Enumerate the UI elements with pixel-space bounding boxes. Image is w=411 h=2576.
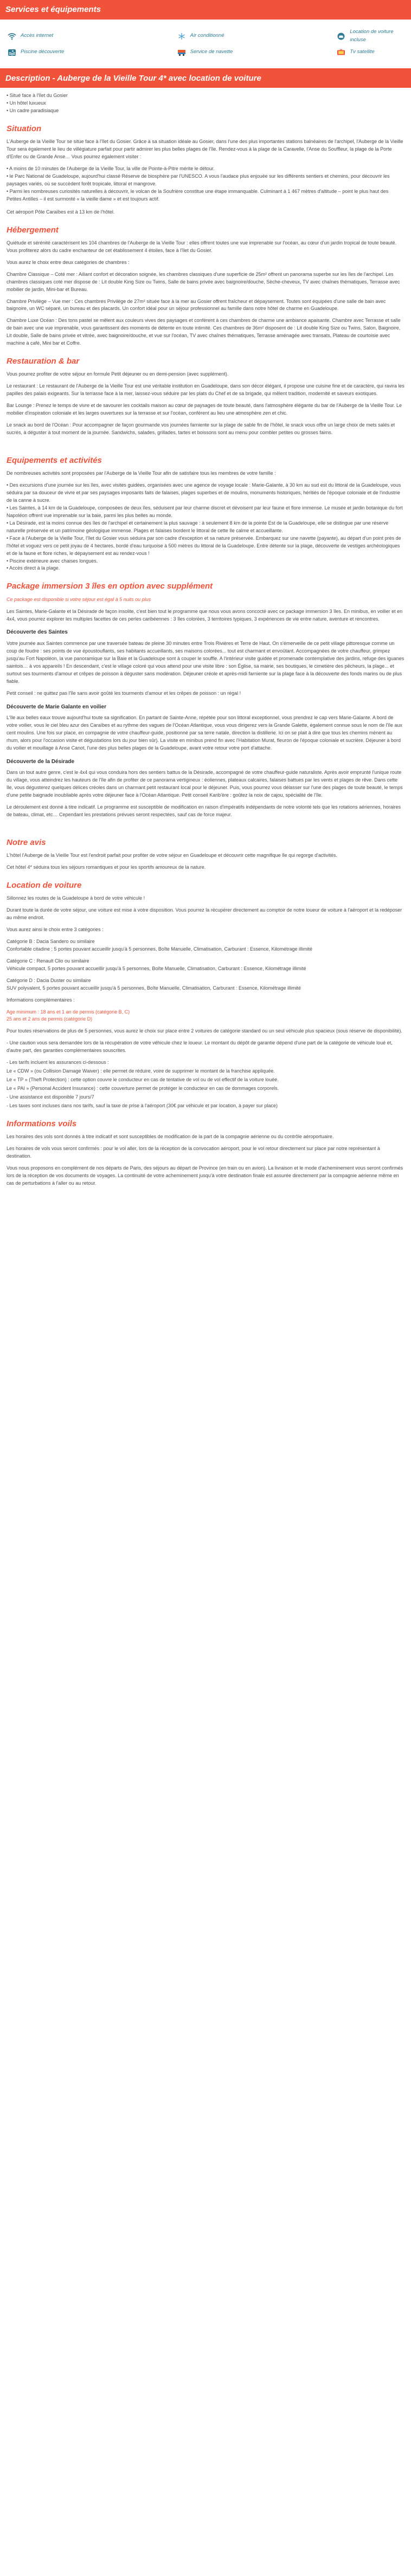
description-title: Description - Auberge de la Vieille Tour 4* avec location de voiture — [5, 73, 261, 83]
room-luxe: Chambre Luxe Océan : Des tons pastel se mêlent aux couleurs vives des paysages et confèrent à ces chambres de charme une ambiance apaisante. Chambre avec Terrasse et salle de bain avec une vue imprenable, vous garantissent des moments de détente en toute intimité. Ces chambres de 36m² disposent de : Lit double King Size ou Twins, Salon, Baignoire, Lit double, Salle de bains privée et vitrée, avec baignoire/douche, et vue sur l'océan, TV avec chaînes thématiques, Terrasse aménagée avec transats, Plateau de courtoisie avec machine à café, Mini bar et Coffre. — [7, 318, 401, 346]
age-requirement-2: 25 ans et 2 ans de permis (catégorie D) — [7, 1016, 93, 1022]
equipements-intro: De nombreuses activités sont proposées par l'Auberge de la Vieille Tour afin de satisfaire tous les membres de votre famille : — [7, 470, 276, 476]
amenity-label: Tv satellite — [350, 49, 375, 55]
category-b-desc: Confortable citadine ; 5 portes pouvant accueillir jusqu'à 5 personnes, Boîte Manuelle, Climatisation, Carburant : Essence, Kilométrage illimité — [7, 946, 313, 952]
list-item: • Les Saintes, à 14 km de la Guadeloupe, composées de deux îles, séduisent par leur charme discret et dévoisent par leur faune et flore immense. Le musée et jardin botanique du fort Napoléon offrent vue imprenable sur la baie, parmi les plus belles au monde. — [7, 505, 404, 520]
location-assistance: - Une assistance est disponible 7 jours/7 — [7, 1094, 94, 1100]
services-title: Services et équipements — [5, 5, 101, 15]
list-item: • Un hôtel luxueux — [7, 100, 404, 107]
list-item: • Accès direct à la plage. — [7, 565, 404, 572]
list-item: • A moins de 10 minutes de l'Auberge de la Vieille Tour, la ville de Pointe-à-Pitre mérite le détour. — [7, 165, 404, 173]
room-privilege: Chambre Privilège – Vue mer : Ces chambres Privilège de 27m² située face à la mer au Gosier offrent fraîcheur et dépaysement. Toutes sont équipées d'une salle de bain avec baignoire, un WC séparé, un bureau et des placards. Un confort idéal pour un séjour professionnel au famille dans notre hôtel de charme en Guadeloupe. — [7, 298, 386, 312]
list-item: • Situé face à l'îlet du Gosier — [7, 92, 404, 100]
package-intro: Les Saintes, Marie-Galante et la Désirade de façon insolite, c'est bien tout le programme que nous vous avons concocté avec ce package immersion 3 îles. En minibus, en voilier et en 4x4, vous pourrez explorer les multiples facettes de ces perles caribéennes : 3 îles colorées, 3 territoires typiques, 3 expériences de vie entre nature, aventure et rencontres. — [7, 608, 403, 622]
list-item: • le Parc National de Guadeloupe, aujourd'hui classé Réserve de biosphère par l'UNESCO. A vous l'audace plus enjouée sur les différents sentiers et chemins, pour découvrir les paysages variés, où se succèdent forêt tropicale, littoral et mangrove. — [7, 173, 404, 188]
content — [0, 92, 411, 1187]
wifi-icon — [8, 33, 16, 40]
hebergement-intro: Quiétude et sérénité caractérisent les 104 chambres de l'Auberge de la Vieille Tour : elles offrent toutes une vue imprenable sur l'océan, au cœur d'un jardin tropical de toute beauté. Vous profiterez alors du cadre enchanteur de cet établissement 4 étoiles, face à l'îlet du Gosier. — [7, 240, 397, 253]
location-taxes: - Les taxes sont incluses dans nos tarifs, sauf la taxe de prise à l'aéroport (30€ par véhicule et par location, à payer sur place) — [7, 1102, 278, 1108]
avis-text-2: Cet hôtel 4* séduira tous les séjours romantiques et pour les sportifs amoureux de la nature. — [7, 864, 206, 870]
category-c-title: Catégorie C : Renault Clio ou similaire — [7, 958, 89, 964]
desirade-heading: Découverte de la Désirade — [7, 758, 75, 765]
saintes-text: Votre journée aux Saintes commence par une traversée bateau de pleine 30 minutes entre Trois Rivières et Terre de Haut. On s'émerveille de ce petit village pittoresque comme un coup de foudre : ses points de vue époustouflants, ses habitants accueillants, ses maisons colorées... tout est charmant et envoûtant. Accompagnées de votre chauffeur, grimpez jusqu'au Fort Napoléon, la vue panoramique sur la Baie et la Guadeloupe sont à couper le souffle. A l'intérieur visite guidée et promenade contemplative des jardins, refuge des iguanes saintois… à vos appareils ! En descendant, c'est le village coloré qui vous attend pour une visite libre : son Église, sa mairie, ses boutiques, le cimetière des pêcheurs, la plage... et surtout ses tourments d'amour et crêpes de poisson à déguster sans modération. Déjeuner créole et après-midi farniente sur la plage face à la découverte des fonds marins ou de plus fiable. — [7, 640, 404, 684]
amenity-internet — [7, 28, 139, 44]
restauration-heading: Restauration & bar — [7, 357, 80, 366]
amenity-pool — [7, 48, 139, 56]
location-text: Durant toute la durée de votre séjour, une voiture est mise à votre disposition. Vous pourrez la récupérer directement au comptoir de notre loueur de voiture à l'aéroport et la redéposer au même endroit. — [7, 907, 402, 921]
avis-heading: Notre avis — [7, 837, 46, 847]
amenity-tv — [272, 48, 404, 56]
description-bullets — [7, 92, 404, 115]
list-item: • Parmi les nombreuses curiosités naturelles à découvrir, le volcan de la Soufrière constitue une étape immanquable. Culminant à 1 467 mètres d'altitude – point le plus haut des Petites Antilles – il est surmonté « la vieille dame » et est toujours actif. — [7, 188, 404, 203]
infos-heading: Informations voils — [7, 1119, 77, 1128]
location-choice: Vous aurez ainsi le choix entre 3 catégories : — [7, 927, 104, 933]
saintes-tip: Petit conseil : ne quittez pas l'île sans avoir goûté les tourments d'amour et les crêpes de poisson : un régal ! — [7, 690, 241, 696]
location-heading: Location de voiture — [7, 880, 82, 890]
situation-airport: Cet aéroport Pôle Caraïbes est à 13 km de l'hôtel. — [7, 209, 115, 215]
list-item: • Piscine extérieure avec chaises longues. — [7, 558, 404, 565]
restauration-snack: Le snack au bord de l'Océan : Pour accompagner de façon gourmande vos journées farniente sur la plage de sable fin de l'hôtel, le snack vous offre un large choix de mets salés et sucrés, à déguster à tout moment de la journée. Sandwichs, salades, grillades, tartes et boissons sont au menu pour combler petites ou grosses faims. — [7, 422, 395, 436]
restauration-formula: Vous pourrez profiter de votre séjour en formule Petit déjeuner ou en demi-pension (avec supplément). — [7, 371, 229, 377]
description-header — [0, 68, 411, 88]
category-b-title: Catégorie B : Dacia Sandero ou similaire — [7, 938, 95, 944]
category-d-desc: SUV polyvalent, 5 portes pouvant accueillir jusqu'à 5 personnes, Boîte Manuelle, Climatisation, Carburant : Essence, Kilométrage illimité — [7, 985, 301, 991]
situation-bullets — [7, 165, 404, 203]
list-item: • Des excursions d'une journée sur les îles, avec visites guidées, organisées avec une agence de voyage locale : Marie-Galante, à 30 km au sud est du littoral de la Guadeloupe, vous séduira par sa douceur de vivre et par ses paysages imposants faits de falaises, plages superbes et de moulins, monuments historiques, héritiés de l'époque coloniale et de l'industrie de la canne à sucre. — [7, 482, 404, 505]
situation-text: L'Auberge de la Vieille Tour se situe face à l'îlet du Gosier. Grâce à sa situation idéale au Gosier, dans l'une des plus importantes stations balnéaires de l'archipel, l'Auberge de la Vieille Tour sera également le lieu de villégiature parfait pour partir admirer les plus belles plages de l'île. Rendez-vous à la plage de la Caravelle, l'Anse du Souffleur, la plage de la Porte d'Enfer ou de Grande Anse… Vous pourrez également visiter : — [7, 139, 403, 160]
mariegalante-text: L'île aux belles eaux trouve aujourd'hui toute sa signification. En partant de Sainte-Anne, répétée pour son littoral exceptionnel, vous prendrez le cap vers Marie-Galante. A bord de votre voilier, vous le ciel bleu azur des Caraïbes et au rythme des vagues de l'Océan Atlantique, vous vous dirigerez vers la Grande Galette, également connue sous le nom de l'île aux cent moulins. Une fois sur place, en compagnie de votre chauffeur-guide, positionné par sa terre natale, direction la distillerie. Ici on se plait à dire que tous les chemins mènent au rhum, alors pour l'occasion visite et dégustations lors du jour bien sûr). La visite en minibus prend fin avec l'Habitation Murat, fleuron de l'époque coloniale et sucrière. Déjeuner à bord du voilier et mouillage à Anse Canot, l'une des plus belles plages de la Guadeloupe, avant votre retour votre port d'attache. — [7, 715, 402, 751]
infos-text-1: Les horaires des vols sont donnés à titre indicatif et sont susceptibles de modification de la part de la compagnie aérienne ou du contrôle aéroportuaire. — [7, 1134, 334, 1140]
mariegalante-heading: Découverte de Marie Galante en voilier — [7, 703, 106, 710]
amenity-aircon — [139, 28, 272, 44]
equipements-heading: Equipements et activités — [7, 455, 102, 465]
services-header — [0, 0, 411, 20]
amenity-label: Air conditionné — [190, 33, 224, 39]
tv-icon — [337, 49, 345, 56]
category-d-title: Catégorie D : Dacia Duster ou similaire — [7, 977, 91, 983]
list-item: • Un cadre paradisiaque — [7, 107, 404, 115]
insurance-cdw: Le « CDW » (ou Collision Damage Waiver) : elle permet de réduire, voire de supprimer le montant de la franchise appliquée. — [7, 1068, 275, 1074]
insurance-pai: Le « PAI » (Personal Accident Insurance) : cette couverture permet de protéger le conducteur en cas de dommages corporels. — [7, 1086, 279, 1092]
location-group: Pour toutes réservations de plus de 5 personnes, vous aurez le choix sur place entre 2 voitures de catégorie standard ou un seul véhicule plus spacieux (sous réserve de disponibilité). — [7, 1028, 402, 1034]
amenity-label: Piscine découverte — [21, 49, 65, 55]
package-note: Ce package est disponible si votre séjour est égal à 5 nuits ou plus — [7, 596, 151, 602]
infos-text-2: Les horaires de vols vous seront confirmés : pour le vol aller, lors de la réception de la convocation aéroport, pour le vol retour directement sur place par notre représentant à destination. — [7, 1146, 380, 1159]
equipements-bullets — [7, 482, 404, 572]
amenity-car — [272, 28, 404, 44]
avis-text: L'hôtel l'Auberge de la Vieille Tour est l'endroit parfait pour profiter de votre séjour en Guadeloupe et découvrir cette magnifique île qui regorge d'activités. — [7, 853, 337, 858]
amenity-shuttle — [139, 48, 272, 56]
pool-icon — [8, 49, 16, 56]
room-classique: Chambre Classique – Coté mer : Ailiant confort et décoration soignée, les chambres classiques d'une superficie de 25m² offrent un panorama superbe sur les îles de l'archipel. Les chambres classiques coté mer dispose de : Lit double King Size ou Twins, Salle de bains privée avec baignoire/douche, Sèche-cheveux, TV avec chaînes thématiques, Terrasse avec mobilier de jardin, Mini-bar et Bureau. — [7, 271, 400, 292]
infos-text-3: Vous nous proposons en complément de nos départs de Paris, des séjours au départ de Province (en train ou en avion). La livraison et le mode d'acheminement vous seront confirmés lors de la réception de vos documents de voyages. La continuité de votre acheminement jusqu'à votre destination finale est assurée directement par la compagnie aérienne même en cas de perturbations à l'aller ou au retour. — [7, 1165, 403, 1186]
shuttle-icon — [177, 49, 186, 56]
restauration-restaurant: Le restaurant : Le restaurant de l'Auberge de la Vieille Tour est une véritable institution en Guadeloupe, dans son décor élégant, il propose une cuisine fine et de caractère, qui ravira les papilles des palais exigeants. Sur la terrasse face à la mer, laissez-vous séduire par les plats du Chef et de sa brigade, qui mêlent tradition, modernité et saveurs exotiques. — [7, 383, 404, 397]
amenity-label: Service de navette — [190, 49, 233, 55]
situation-heading: Situation — [7, 124, 42, 133]
list-item: • La Désirade, est la moins connue des îles de l'archipel et certainement la plus sauvage : à seulement 8 km de la pointe Est de la Guadeloupe, elle se distingue par une réserve naturelle préservée et un patrimoine géologique immense. Plages et falaises bordent le littoral de cette île calme et accueillante. — [7, 520, 404, 535]
list-item: • Face à l'Auberge de la Vieille Tour, l'îlet du Gosier vous séduira par son cadre d'exception et sa nature préservée. Embarquez sur une navette (payante), au départ d'un point près de l'hôtel et voguez vers ce petit joyau de 4 hectares, bordé d'eau turquoise à 500 mètres du littoral de la Guadeloupe. Entre détente sur la plage, découverte de vestiges archéologiques et de la faune et flore riches, le dépaysement est au rendez-vous ! — [7, 535, 404, 558]
amenities-grid — [0, 20, 411, 68]
location-insurance: - Les tarifs incluent les assurances ci-dessous : — [7, 1060, 109, 1066]
hebergement-choice: Vous aurez le choix entre deux catégories de chambres : — [7, 259, 130, 265]
package-heading: Package immersion 3 îles en option avec supplément — [7, 582, 213, 591]
car-icon — [337, 33, 345, 40]
insurance-tp: Le « TP » (Theft Protection) : cette option couvre le conducteur en cas de tentative de vol ou de vol effectif de la voiture louée. — [7, 1077, 279, 1083]
amenity-label: Accès internet — [21, 33, 54, 39]
package-disclaimer: Le déroulement est donné à titre indicatif. Le programme est susceptible de modification en raison d'impératifs indépendants de notre volonté tels que les rotations aériennes, horaires de bateau, climat, etc… Cependant les prestations prévues seront respectées, sauf cas de force majeur. — [7, 804, 401, 817]
location-deposit: - Une caution vous sera demandée lors de la récupération de votre véhicule chez le loueur. Le montant du dépôt de garantie dépend d'une part de la catégorie de véhicule loué et, d'autre part, des garanties complémentaires souscrites. — [7, 1040, 393, 1054]
hebergement-heading: Hébergement — [7, 225, 59, 235]
saintes-heading: Découverte des Saintes — [7, 629, 68, 636]
amenity-label: Location de voiture incluse — [350, 29, 394, 43]
snowflake-icon — [177, 33, 186, 40]
info-title: Informations complémentaires : — [7, 997, 75, 1003]
desirade-text: Dans un tout autre genre, c'est le 4x4 qui vous conduira hors des sentiers battus de la Désirade, accompagné de votre chauffeur-guide naturaliste. Après avoir emprunté l'unique route du village, vous atteindrez les hauteurs de l'île afin de profiter de ce panorama vertigineux : éoliennes, plateaux calcaires, falaises battues par les vents et plages de rêve. Dans cette île, vous dégusterez quelques délices créoles dans un charmant petit restaurant local pour le déjeuner. Puis, vous pourrez vous délasser sur l'une des plages de toute beauté, le temps d'une petite baignade inoubliable après votre déjeuner face à l'Océan Atlantique. Petit conseil Karib'ère : goûtez la noix de cajou, spécialité de l'île. — [7, 770, 403, 798]
location-tagline: Sillonnez les routes de la Guadeloupe à bord de votre véhicule ! — [7, 895, 145, 901]
category-c-desc: Véhicule compact, 5 portes pouvant accueillir jusqu'à 5 personnes, Boîte Manuelle, Climatisation, Carburant : Essence, Kilométrage illimité — [7, 965, 306, 971]
restauration-bar: Bar Lounge : Prenez le temps de vivre et de savourer les cocktails maison au cœur de paysages de toute beauté, dans l'atmosphère élégante du bar de l'Auberge de la Vieille Tour. Le mobilier d'inspiration coloniale et les larges ouvertures sur la terrasse et sur l'océan, conférent au lieu une atmosphère zen et chic. — [7, 403, 402, 416]
age-requirement: Age minimum : 18 ans et 1 an de permis (catégorie B, C) — [7, 1009, 130, 1015]
